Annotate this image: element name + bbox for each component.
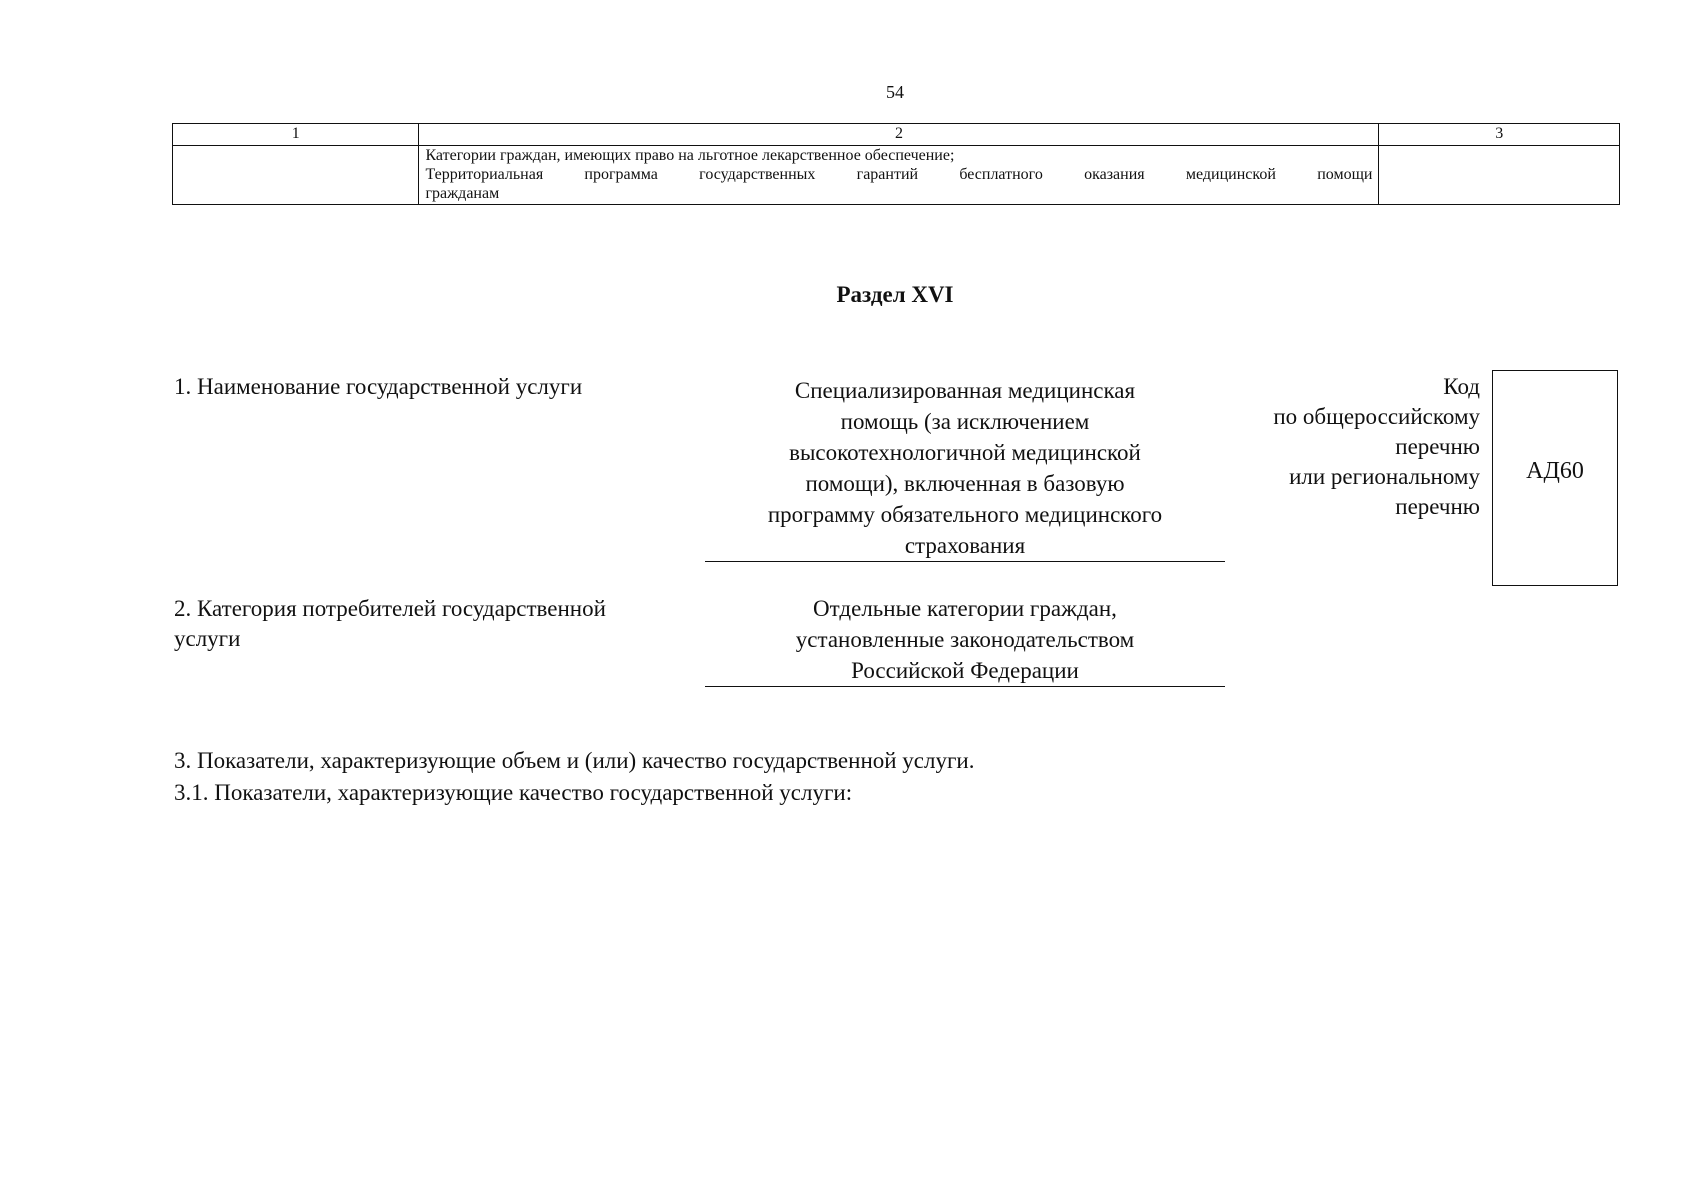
item2-value: [705, 593, 1225, 687]
item1-value-line-3: высокотехнологичной медицинской: [789, 440, 1141, 465]
table-cell-2-line-1: Категории граждан, имеющих право на льготное лекарственное обеспечение;: [425, 147, 955, 164]
item3-line-1: 3. Показатели, характеризующие объем и (или) качество государственной услуги.: [174, 748, 975, 773]
code-label-line-1: Код: [1443, 374, 1480, 399]
item1-value-line-4: помощи), включенная в базовую: [805, 471, 1125, 496]
item2-label: [174, 594, 606, 654]
code-label-line-5: перечню: [1395, 494, 1480, 519]
item2-value-line-2: установленные законодательством: [795, 627, 1135, 652]
item1-value: [705, 375, 1225, 562]
table-header-row: [173, 124, 1620, 146]
item2-value-line-1: Отдельные категории граждан,: [813, 596, 1117, 621]
section-title: Раздел XVI: [836, 282, 954, 307]
table-cell-2: [419, 146, 1379, 205]
table-cell-2-line-3: гражданам: [425, 185, 500, 203]
item3-line-2: 3.1. Показатели, характеризующие качество государственной услуги:: [174, 780, 853, 805]
item1-value-line-1: Специализированная медицинская: [794, 378, 1136, 403]
table-header-cell-1: 1: [173, 124, 419, 146]
code-value: АД60: [1526, 457, 1584, 484]
page-number: 54: [886, 82, 904, 102]
table-cell-2-line-2: Территориальная программа государственных гарантий бесплатного оказания медицинской помощи: [425, 166, 1373, 184]
item2-value-line-3: Российской Федерации: [851, 658, 1079, 683]
table-cell-3: [1379, 146, 1620, 205]
table-row: [173, 146, 1620, 205]
item1-value-line-6: страхования: [904, 533, 1026, 558]
table-header-cell-3: 3: [1379, 124, 1620, 146]
table-header-cell-2: 2: [419, 124, 1379, 146]
code-label: [1180, 372, 1480, 522]
item1-value-line-5: программу обязательного медицинского: [767, 502, 1163, 527]
item2-label-line-1: 2. Категория потребителей государственной: [174, 596, 606, 621]
code-box: [1492, 370, 1618, 586]
item2-label-line-2: услуги: [174, 626, 241, 651]
code-label-line-4: или региональному: [1289, 464, 1480, 489]
item1-label: 1. Наименование государственной услуги: [174, 374, 583, 399]
code-label-line-2: по общероссийскому: [1273, 404, 1480, 429]
table-cell-1: [173, 146, 419, 205]
item1-value-line-2: помощь (за исключением: [840, 409, 1090, 434]
code-label-line-3: перечню: [1395, 434, 1480, 459]
continuation-table: [172, 123, 1620, 205]
